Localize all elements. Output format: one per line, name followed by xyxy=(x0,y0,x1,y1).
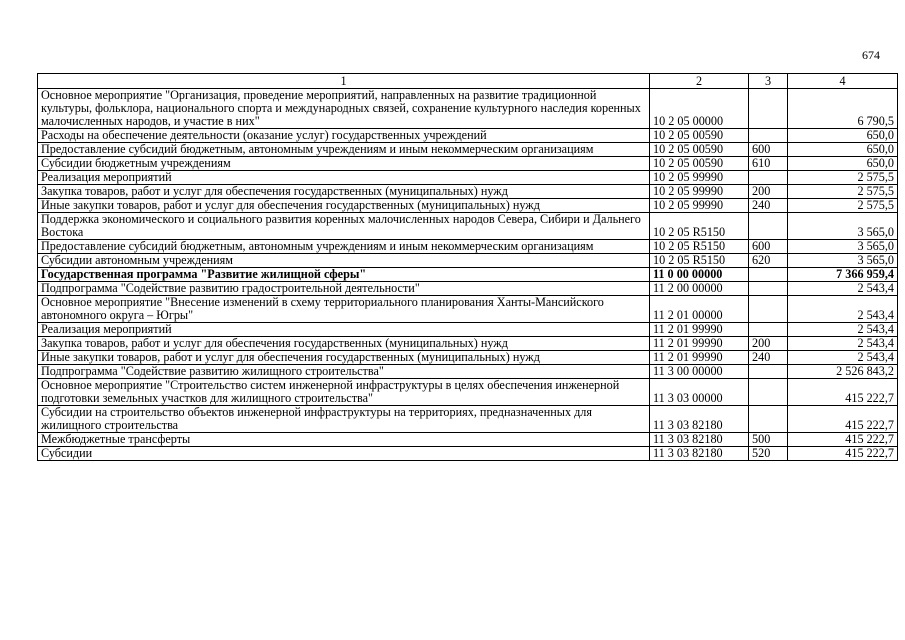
expense-type-code-cell: 200 xyxy=(749,185,788,199)
amount-cell: 2 543,4 xyxy=(788,337,898,351)
table-row xyxy=(38,254,898,268)
target-article-code-cell: 11 3 03 82180 xyxy=(650,447,749,461)
table-row xyxy=(38,379,898,406)
budget-table xyxy=(37,73,898,461)
expense-type-code-cell: 620 xyxy=(749,254,788,268)
amount-cell: 2 526 843,2 xyxy=(788,365,898,379)
target-article-code-cell: 11 3 03 00000 xyxy=(650,379,749,406)
column-header-2: 2 xyxy=(650,74,749,89)
target-article-code-cell: 11 3 03 82180 xyxy=(650,406,749,433)
amount-cell: 2 543,4 xyxy=(788,323,898,337)
amount-cell: 3 565,0 xyxy=(788,254,898,268)
amount-cell: 415 222,7 xyxy=(788,379,898,406)
target-article-code-cell: 10 2 05 R5150 xyxy=(650,240,749,254)
amount-cell: 2 575,5 xyxy=(788,199,898,213)
row-name-cell: Основное мероприятие "Внесение изменений в схему территориального планирования Ханты-Мансийского автономного округа – Югры" xyxy=(38,296,650,323)
table-row xyxy=(38,143,898,157)
expense-type-code-cell xyxy=(749,171,788,185)
row-name-cell: Основное мероприятие "Организация, проведение мероприятий, направленных на развитие традиционной культуры, фольклора, национального спорта и международных связей, сохранение культурного наследия коренных малочисленных народов, и участие в них" xyxy=(38,89,650,129)
amount-cell: 3 565,0 xyxy=(788,213,898,240)
amount-cell: 650,0 xyxy=(788,143,898,157)
row-name-cell: Иные закупки товаров, работ и услуг для обеспечения государственных (муниципальных) нужд xyxy=(38,199,650,213)
target-article-code-cell: 10 2 05 99990 xyxy=(650,185,749,199)
row-name-cell: Расходы на обеспечение деятельности (оказание услуг) государственных учреждений xyxy=(38,129,650,143)
target-article-code-cell: 11 2 01 00000 xyxy=(650,296,749,323)
target-article-code-cell: 11 2 00 00000 xyxy=(650,282,749,296)
expense-type-code-cell: 600 xyxy=(749,143,788,157)
target-article-code-cell: 11 3 03 82180 xyxy=(650,433,749,447)
table-row xyxy=(38,199,898,213)
amount-cell: 2 543,4 xyxy=(788,282,898,296)
amount-cell: 415 222,7 xyxy=(788,406,898,433)
expense-type-code-cell xyxy=(749,213,788,240)
row-name-cell: Подпрограмма "Содействие развитию жилищного строительства" xyxy=(38,365,650,379)
target-article-code-cell: 11 0 00 00000 xyxy=(650,268,749,282)
table-row xyxy=(38,240,898,254)
amount-cell: 2 543,4 xyxy=(788,351,898,365)
column-header-1: 1 xyxy=(38,74,650,89)
amount-cell: 2 575,5 xyxy=(788,171,898,185)
expense-type-code-cell: 240 xyxy=(749,199,788,213)
expense-type-code-cell xyxy=(749,129,788,143)
expense-type-code-cell: 610 xyxy=(749,157,788,171)
expense-type-code-cell: 240 xyxy=(749,351,788,365)
expense-type-code-cell xyxy=(749,282,788,296)
expense-type-code-cell xyxy=(749,365,788,379)
target-article-code-cell: 11 2 01 99990 xyxy=(650,351,749,365)
expense-type-code-cell xyxy=(749,296,788,323)
row-name-cell: Закупка товаров, работ и услуг для обеспечения государственных (муниципальных) нужд xyxy=(38,337,650,351)
expense-type-code-cell xyxy=(749,89,788,129)
row-name-cell: Субсидии на строительство объектов инженерной инфраструктуры на территориях, предназначенных для жилищного строительства xyxy=(38,406,650,433)
row-name-cell: Межбюджетные трансферты xyxy=(38,433,650,447)
table-body xyxy=(38,89,898,461)
target-article-code-cell: 10 2 05 R5150 xyxy=(650,254,749,268)
row-name-cell: Основное мероприятие "Строительство систем инженерной инфраструктуры в целях обеспечения инженерной подготовки земельных участков для жилищного строительства" xyxy=(38,379,650,406)
target-article-code-cell: 11 2 01 99990 xyxy=(650,323,749,337)
table-row xyxy=(38,323,898,337)
target-article-code-cell: 11 3 00 00000 xyxy=(650,365,749,379)
row-name-cell: Субсидии автономным учреждениям xyxy=(38,254,650,268)
row-name-cell: Подпрограмма "Содействие развитию градостроительной деятельности" xyxy=(38,282,650,296)
expense-type-code-cell: 200 xyxy=(749,337,788,351)
target-article-code-cell: 10 2 05 00590 xyxy=(650,129,749,143)
amount-cell: 2 543,4 xyxy=(788,296,898,323)
column-header-4: 4 xyxy=(788,74,898,89)
row-name-cell: Субсидии xyxy=(38,447,650,461)
target-article-code-cell: 10 2 05 00590 xyxy=(650,143,749,157)
target-article-code-cell: 10 2 05 00590 xyxy=(650,157,749,171)
row-name-cell: Закупка товаров, работ и услуг для обеспечения государственных (муниципальных) нужд xyxy=(38,185,650,199)
expense-type-code-cell xyxy=(749,268,788,282)
expense-type-code-cell: 520 xyxy=(749,447,788,461)
row-name-cell: Предоставление субсидий бюджетным, автономным учреждениям и иным некоммерческим организациям xyxy=(38,240,650,254)
table-row xyxy=(38,129,898,143)
table-row xyxy=(38,365,898,379)
table-row xyxy=(38,351,898,365)
amount-cell: 415 222,7 xyxy=(788,447,898,461)
table-row xyxy=(38,433,898,447)
table-row xyxy=(38,185,898,199)
amount-cell: 650,0 xyxy=(788,157,898,171)
amount-cell: 650,0 xyxy=(788,129,898,143)
table-row xyxy=(38,157,898,171)
table-row xyxy=(38,268,898,282)
amount-cell: 7 366 959,4 xyxy=(788,268,898,282)
row-name-cell: Государственная программа "Развитие жилищной сферы" xyxy=(38,268,650,282)
table-row xyxy=(38,296,898,323)
expense-type-code-cell: 500 xyxy=(749,433,788,447)
row-name-cell: Иные закупки товаров, работ и услуг для обеспечения государственных (муниципальных) нужд xyxy=(38,351,650,365)
row-name-cell: Субсидии бюджетным учреждениям xyxy=(38,157,650,171)
expense-type-code-cell xyxy=(749,323,788,337)
target-article-code-cell: 10 2 05 99990 xyxy=(650,171,749,185)
amount-cell: 3 565,0 xyxy=(788,240,898,254)
amount-cell: 6 790,5 xyxy=(788,89,898,129)
table-row xyxy=(38,213,898,240)
target-article-code-cell: 10 2 05 99990 xyxy=(650,199,749,213)
expense-type-code-cell xyxy=(749,406,788,433)
row-name-cell: Реализация мероприятий xyxy=(38,323,650,337)
amount-cell: 2 575,5 xyxy=(788,185,898,199)
row-name-cell: Поддержка экономического и социального развития коренных малочисленных народов Севера, Сибири и Дальнего Востока xyxy=(38,213,650,240)
target-article-code-cell: 10 2 05 00000 xyxy=(650,89,749,129)
expense-type-code-cell: 600 xyxy=(749,240,788,254)
table-header-row xyxy=(38,74,898,89)
row-name-cell: Предоставление субсидий бюджетным, автономным учреждениям и иным некоммерческим организациям xyxy=(38,143,650,157)
expense-type-code-cell xyxy=(749,379,788,406)
table-row xyxy=(38,171,898,185)
table-row xyxy=(38,337,898,351)
row-name-cell: Реализация мероприятий xyxy=(38,171,650,185)
column-header-3: 3 xyxy=(749,74,788,89)
table-row xyxy=(38,447,898,461)
table-row xyxy=(38,282,898,296)
table-row xyxy=(38,89,898,129)
amount-cell: 415 222,7 xyxy=(788,433,898,447)
target-article-code-cell: 11 2 01 99990 xyxy=(650,337,749,351)
target-article-code-cell: 10 2 05 R5150 xyxy=(650,213,749,240)
page-number: 674 xyxy=(862,48,880,62)
table-row xyxy=(38,406,898,433)
